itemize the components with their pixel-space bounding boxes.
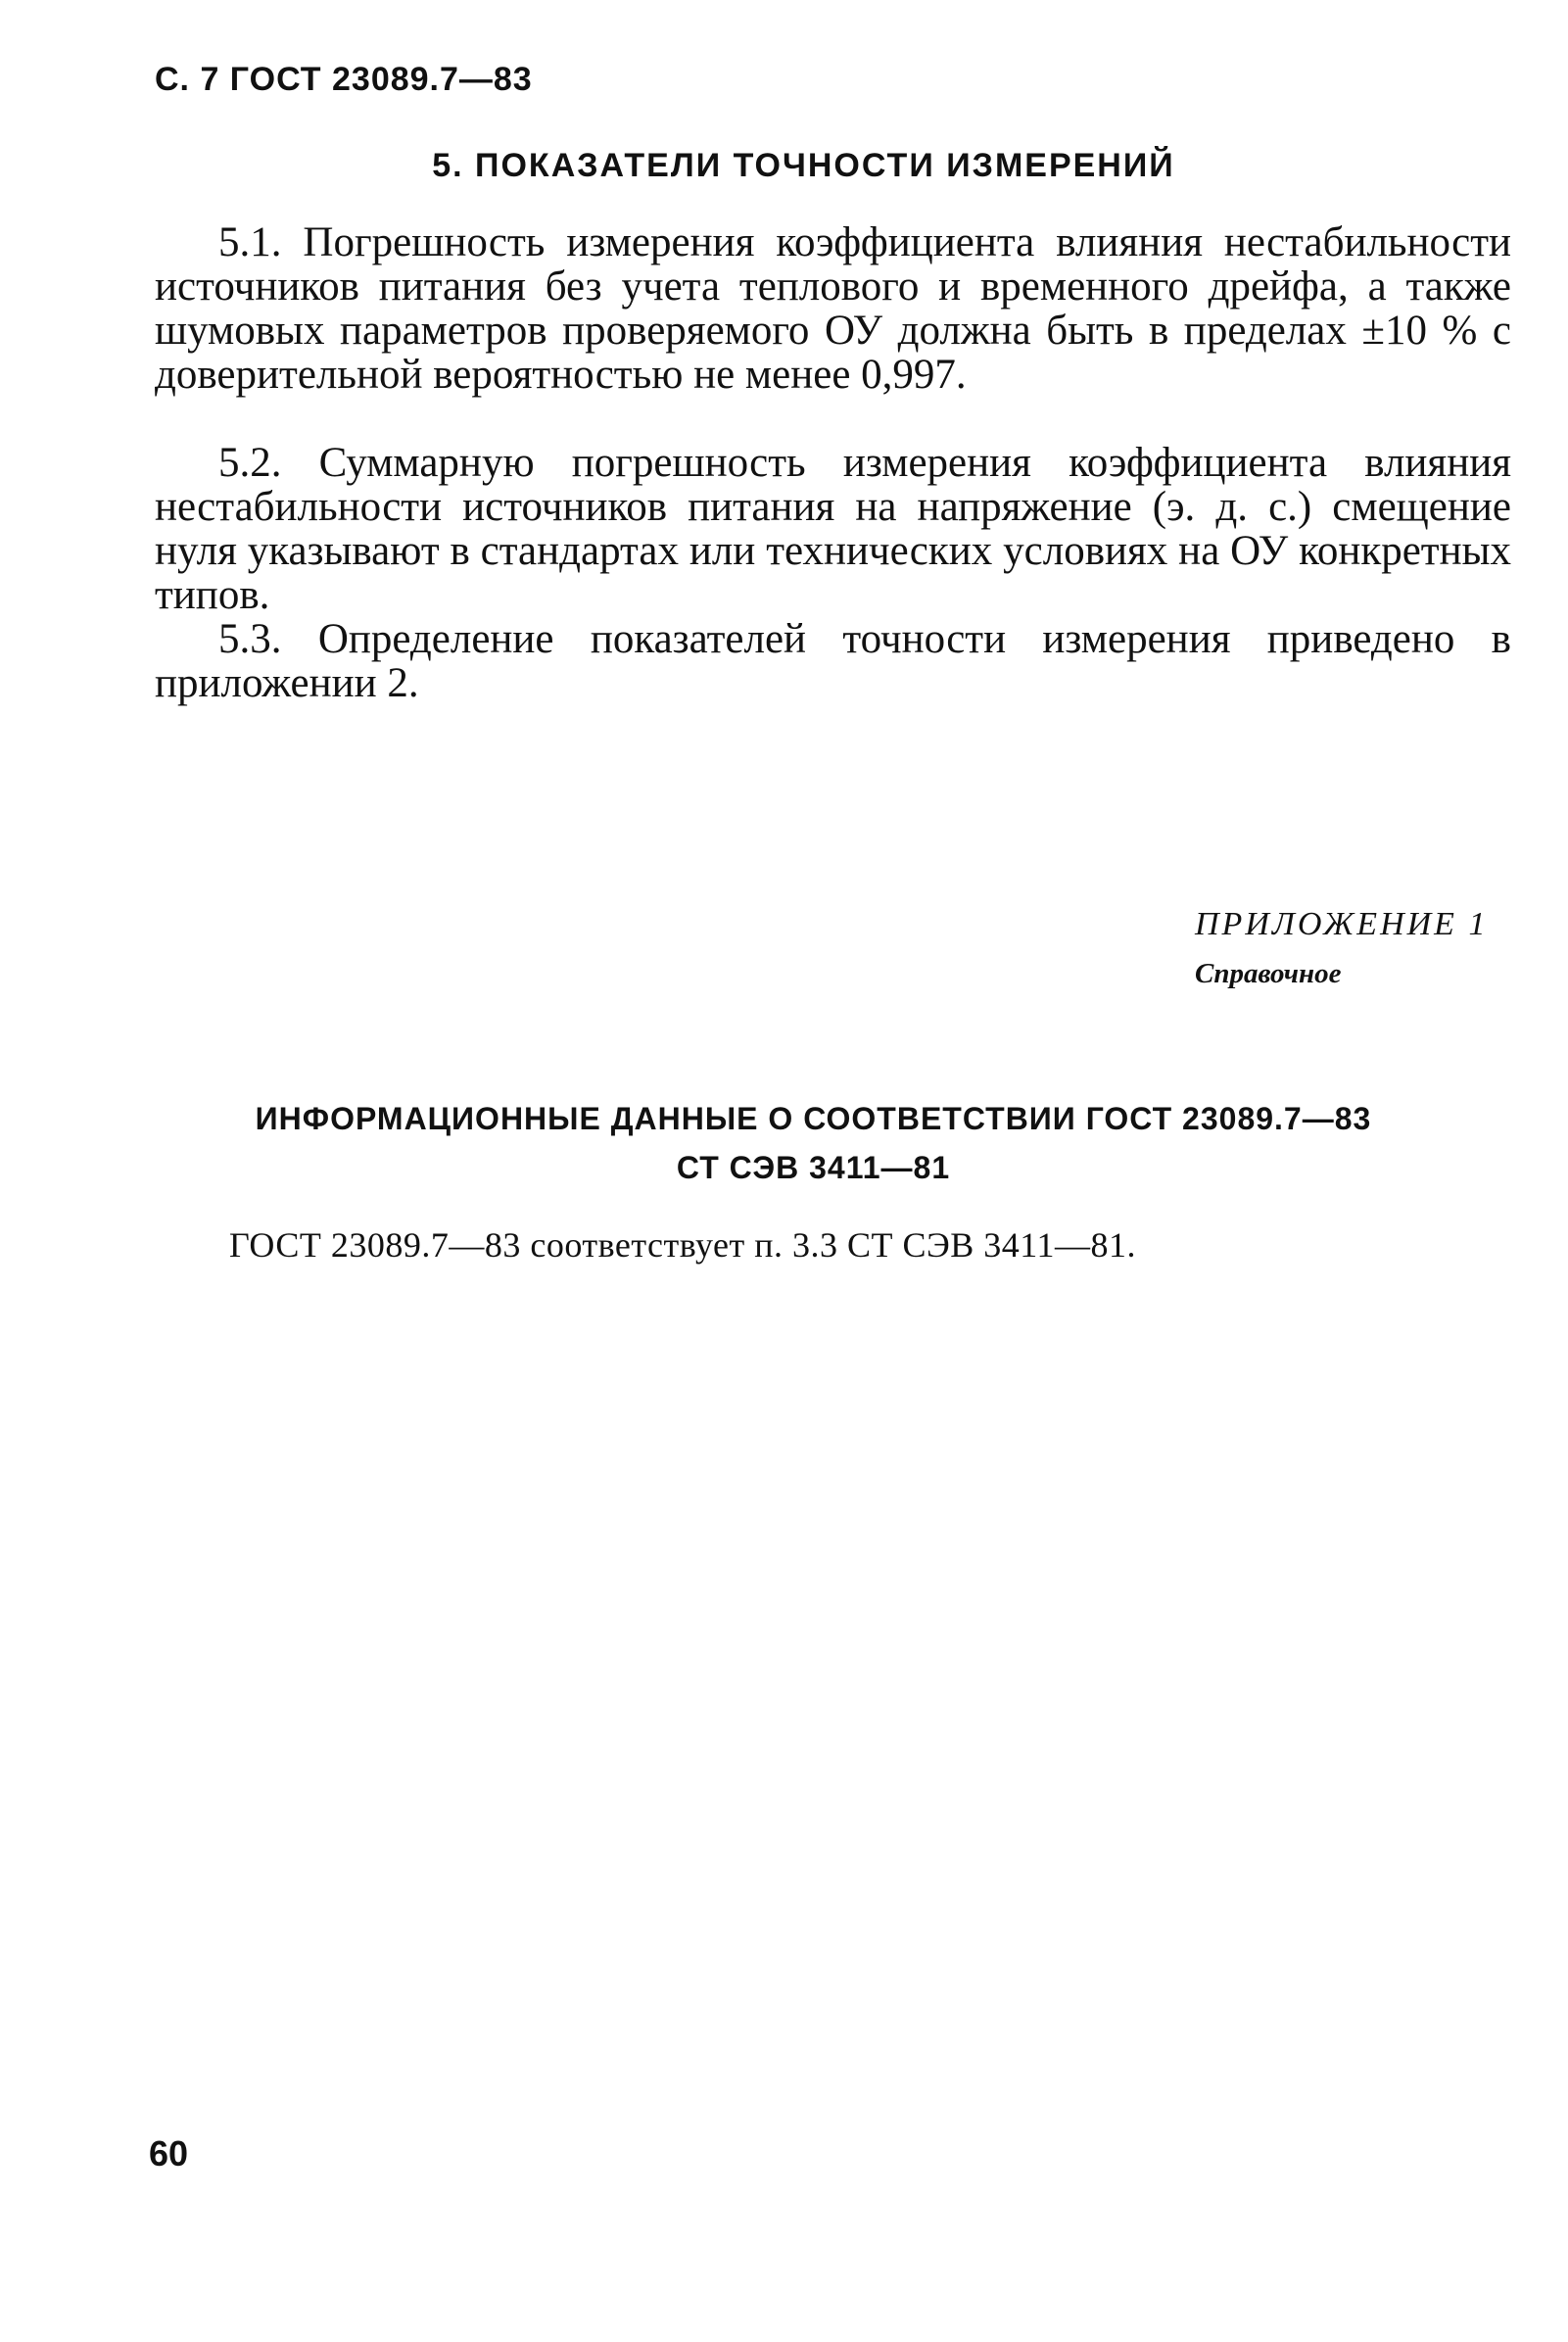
paragraph-5-1-text: 5.1. Погрешность измерения коэффициента влияния нестабильности источников питания без учета теплового и временного дрейфа, а также шумовых параметров проверяемого ОУ должна быть в пределах ±10 % с доверительной вероятностью не менее 0,997. (155, 219, 1511, 398)
paragraph-5-3 (155, 617, 1511, 705)
appendix-type: Справочное (1195, 958, 1342, 989)
appendix-subtitle: СТ СЭВ 3411—81 (676, 1150, 951, 1185)
running-header: С. 7 ГОСТ 23089.7—83 (155, 61, 533, 98)
paragraph-5-2-text: 5.2. Суммарную погрешность измерения коэффициента влияния нестабильности источников питания на напряжение (э. д. с.) смещение нуля указывают в стандартах или технических условиях на ОУ конкретных типов. (155, 440, 1511, 618)
page-number: 60 (149, 2133, 189, 2174)
section-title: 5. ПОКАЗАТЕЛИ ТОЧНОСТИ ИЗМЕРЕНИЙ (432, 147, 1175, 184)
appendix-body: ГОСТ 23089.7—83 соответствует п. 3.3 СТ СЭВ 3411—81. (229, 1225, 1136, 1265)
appendix-label: ПРИЛОЖЕНИЕ 1 (1195, 906, 1489, 942)
paragraph-5-2 (155, 441, 1511, 617)
appendix-title: ИНФОРМАЦИОННЫЕ ДАННЫЕ О СООТВЕТСТВИИ ГОСТ 23089.7—83 (255, 1101, 1372, 1136)
paragraph-5-1 (155, 220, 1511, 397)
paragraph-5-3-text: 5.3. Определение показателей точности измерения приведено в приложении 2. (155, 616, 1511, 706)
